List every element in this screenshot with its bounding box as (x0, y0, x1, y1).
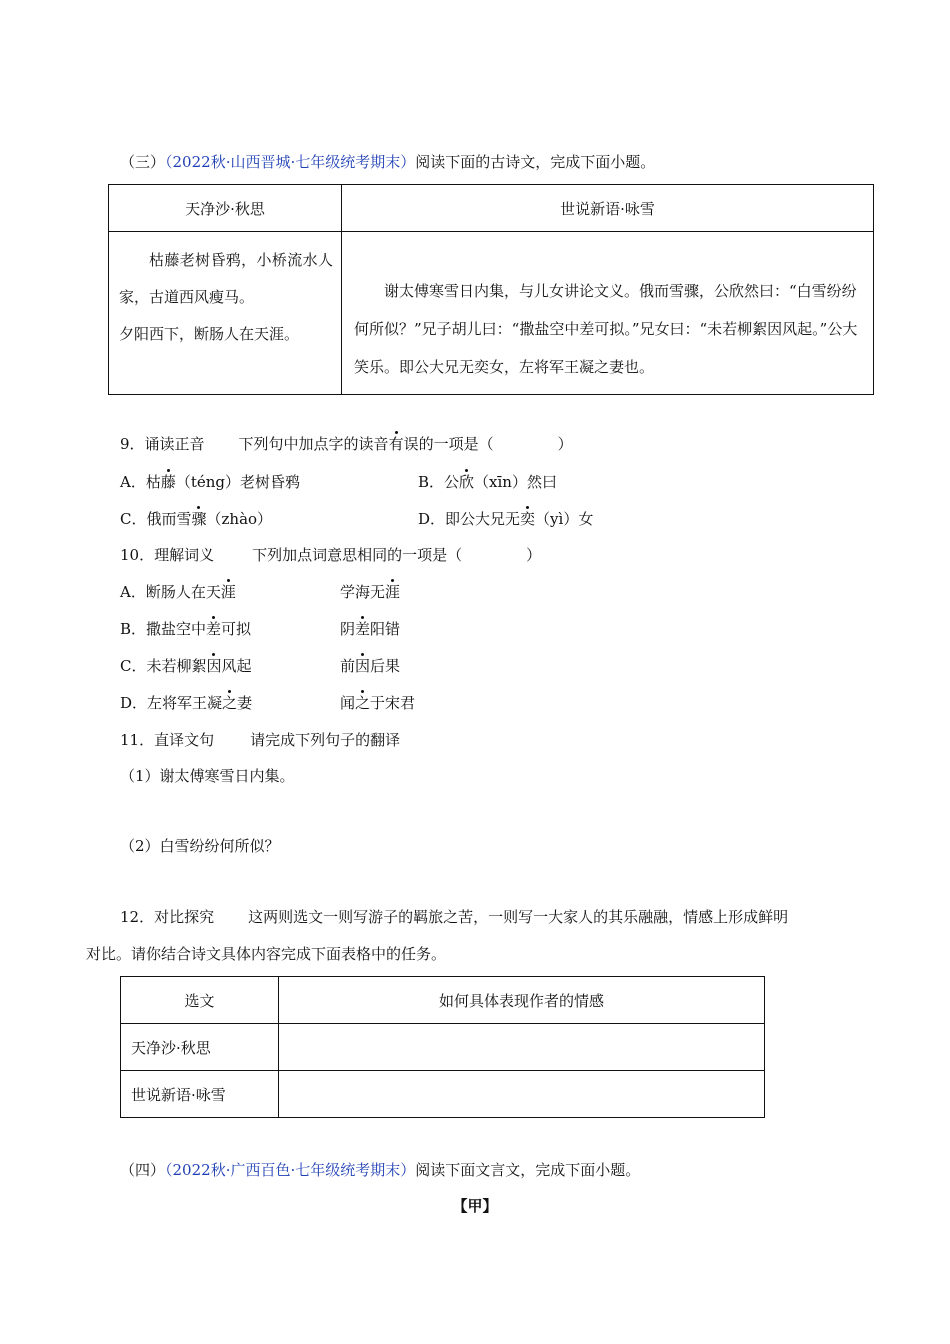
answer-cell-poem[interactable] (279, 1024, 765, 1071)
q10-option-c[interactable]: C．未若柳絮因风起 (120, 657, 252, 675)
poem-line-1: 枯藤老树昏鸦，小桥流水人家，古道西风瘦马。 (119, 251, 333, 306)
section-instruction: 阅读下面的古诗文，完成下面小题。 (415, 153, 656, 171)
poem-title-cell: 天净沙·秋思 (109, 185, 342, 232)
question-12-stem-cont: 对比。请你结合诗文具体内容完成下面表格中的任务。 (86, 945, 447, 963)
q9-option-b[interactable]: B．公欣（xīn）然曰 (418, 473, 557, 491)
q10-option-a-compare: 学海无涯 (340, 583, 401, 601)
prose-title-cell: 世说新语·咏雪 (342, 185, 874, 232)
q10-option-b[interactable]: B．撒盐空中差可拟 (120, 620, 252, 638)
question-9-stem: 9．诵读正音 下列句中加点字的读音有误的一项是（ ） (120, 435, 573, 453)
q10-option-d[interactable]: D．左将军王凝之妻 (120, 694, 253, 712)
question-11-stem: 11．直译文句 请完成下列句子的翻译 (120, 731, 401, 749)
poem-cell (109, 232, 342, 395)
row-label-poem: 天净沙·秋思 (121, 1024, 279, 1071)
section-number: （三） (120, 153, 166, 171)
question-10-stem: 10．理解词义 下列加点词意思相同的一项是（ ） (120, 546, 542, 564)
q10-option-c-compare: 前因后果 (340, 657, 401, 675)
q11-item-1: （1）谢太傅寒雪日内集。 (120, 767, 295, 785)
answer-table (120, 976, 765, 1118)
q11-item-2: （2）白雪纷纷何所似？ (120, 837, 280, 855)
source-link[interactable]: （2022秋·山西晋城·七年级统考期末） (165, 153, 416, 171)
header-selection: 选文 (121, 977, 279, 1024)
row-label-prose: 世说新语·咏雪 (121, 1071, 279, 1118)
q10-option-a[interactable]: A．断肠人在天涯 (120, 583, 236, 601)
passage-table (108, 184, 874, 395)
header-emotion: 如何具体表现作者的情感 (279, 977, 765, 1024)
prose-cell (342, 232, 874, 395)
q10-option-b-compare: 阴差阳错 (340, 620, 401, 638)
section-3-heading (120, 152, 655, 172)
poem-line-2: 夕阳西下，断肠人在天涯。 (119, 325, 300, 343)
q9-option-a[interactable]: A．枯藤（téng）老树昏鸦 (120, 473, 301, 491)
prose-text: 谢太傅寒雪日内集，与儿女讲论文义。俄而雪骤，公欣然曰：“白雪纷纷何所似？”兄子胡儿曰：“撒盐空中差可拟。”兄女曰：“未若柳絮因风起。”公大笑乐。即公大兄无奕女，左将军王凝之妻也。 (354, 282, 858, 376)
question-12-stem: 12．对比探究 这两则选文一则写游子的羁旅之苦，一则写一大家人的其乐融融，情感上形成鲜明 (120, 908, 789, 926)
q10-option-d-compare: 闻之于宋君 (340, 694, 416, 712)
passage-label: 【甲】 (452, 1197, 498, 1215)
q9-option-d[interactable]: D．即公大兄无奕（yì）女 (418, 510, 594, 528)
source-link[interactable]: （2022秋·广西百色·七年级统考期末） (165, 1161, 416, 1179)
q9-option-c[interactable]: C．俄而雪骤（zhào） (120, 510, 273, 528)
answer-cell-prose[interactable] (279, 1071, 765, 1118)
section-4-heading: （四）（2022秋·广西百色·七年级统考期末）阅读下面文言文，完成下面小题。 (120, 1161, 641, 1179)
